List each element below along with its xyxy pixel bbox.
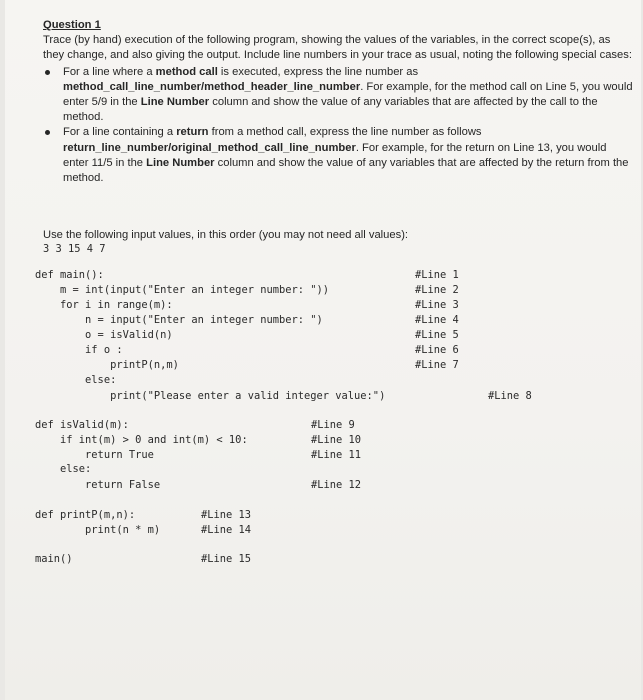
code-line: else: [35, 374, 117, 386]
bullet-method-call: For a line where a method call is executed, express the line number as method_call_line_number/method_header_line_number. For example, for the method call on Line 5, you would enter 5/9 in the Line Number column and show the value of any variables that are affected by the call to the method. [43, 65, 633, 126]
line-comment: #Line 9 [311, 419, 355, 431]
question-intro: Trace (by hand) execution of the following program, showing the values of the variables, in the correct scope(s), as they change, and also giving the output. Include line numbers in your trace as usual, noting the following special cases: [43, 34, 632, 62]
input-values-block [43, 228, 408, 256]
line-comment: #Line 12 [311, 479, 362, 491]
code-line: main() [35, 553, 73, 565]
question-title: Question 1 [43, 19, 101, 31]
code-line: print(n * m) [35, 524, 161, 536]
line-comment: #Line 1 [415, 269, 459, 281]
code-line: o = isValid(n) [35, 329, 173, 341]
code-line: n = input("Enter an integer number: ") [35, 314, 323, 326]
line-comment: #Line 5 [415, 329, 459, 341]
line-comment: #Line 10 [311, 434, 362, 446]
code-line: return False [35, 479, 161, 491]
code-line: def main(): [35, 269, 104, 281]
line-comment: #Line 13 [201, 509, 252, 521]
code-line: if int(m) > 0 and int(m) < 10: [35, 434, 248, 446]
code-line: printP(n,m) [35, 359, 179, 371]
code-line: def isValid(m): [35, 419, 129, 431]
line-comment: #Line 3 [415, 299, 459, 311]
line-comment: #Line 6 [415, 344, 459, 356]
line-comment: #Line 2 [415, 284, 459, 296]
code-line: for i in range(m): [35, 299, 173, 311]
bullet-return: For a line containing a return from a method call, express the line number as follows return_line_number/original_method_call_line_number. For example, for the return on Line 13, you would enter 11/5 in the Line Number column and show the value of any variables that are affected by the return from the method. [43, 125, 633, 186]
line-comment: #Line 15 [201, 553, 252, 565]
code-line: return True [35, 449, 154, 461]
code-line: def printP(m,n): [35, 509, 136, 521]
bullet-dot-icon [45, 130, 50, 135]
line-comment: #Line 4 [415, 314, 459, 326]
line-comment: #Line 14 [201, 524, 252, 536]
code-line: m = int(input("Enter an integer number: ")) [35, 284, 330, 296]
special-cases-list [43, 65, 633, 187]
input-instruction: Use the following input values, in this order (you may not need all values): [43, 229, 409, 241]
input-values: 3 3 15 4 7 [43, 243, 106, 255]
line-comment: #Line 7 [415, 359, 459, 371]
code-line: if o : [35, 344, 123, 356]
line-comment: #Line 8 [488, 390, 532, 402]
bullet-dot-icon [45, 70, 50, 75]
code-line: print("Please enter a valid integer value:") [35, 390, 386, 402]
code-line: else: [35, 463, 92, 475]
question-block [43, 18, 633, 186]
document-page [5, 0, 641, 700]
line-comment: #Line 11 [311, 449, 362, 461]
